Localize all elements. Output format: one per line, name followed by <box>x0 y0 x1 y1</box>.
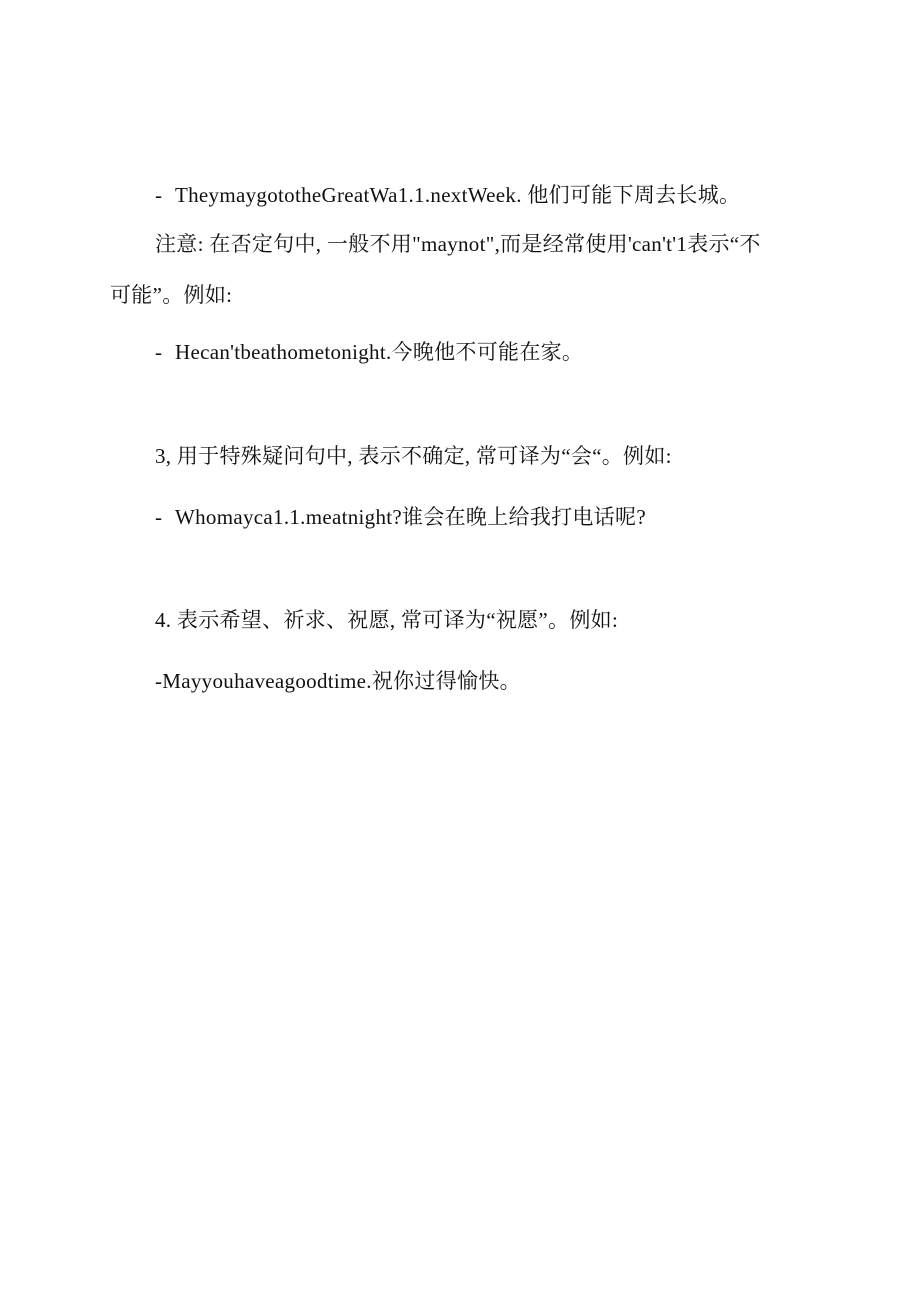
section-heading-3 <box>155 442 672 470</box>
bullet-dash: - <box>155 340 163 364</box>
section-text: 3, 用于特殊疑问句中, 表示不确定, 常可译为“会“。例如: <box>155 444 672 468</box>
example-text: -Mayyouhaveagoodtime.祝你过得愉快。 <box>155 669 521 693</box>
bullet-dash: - <box>155 183 163 207</box>
note-paragraph-line-1 <box>155 230 761 258</box>
example-text: Hecan'tbeathometonight.今晚他不可能在家。 <box>175 340 584 364</box>
example-line-2 <box>155 338 583 366</box>
example-line-3 <box>155 503 646 531</box>
example-line-4 <box>155 667 521 695</box>
section-heading-4 <box>155 606 618 634</box>
note-text-continued: 可能”。例如: <box>110 283 233 307</box>
example-text: Whomayca1.1.meatnight?谁会在晚上给我打电话呢? <box>175 505 646 529</box>
example-line-1 <box>155 181 740 209</box>
bullet-dash: - <box>155 505 163 529</box>
section-text: 4. 表示希望、祈求、祝愿, 常可译为“祝愿”。例如: <box>155 608 619 632</box>
note-paragraph-line-2 <box>110 281 232 309</box>
example-text: TheymaygototheGreatWa1.1.nextWeek. 他们可能下周去长城。 <box>175 183 741 207</box>
note-text: 注意: 在否定句中, 一般不用"maynot",而是经常使用'can't'1表示“不 <box>155 232 761 256</box>
